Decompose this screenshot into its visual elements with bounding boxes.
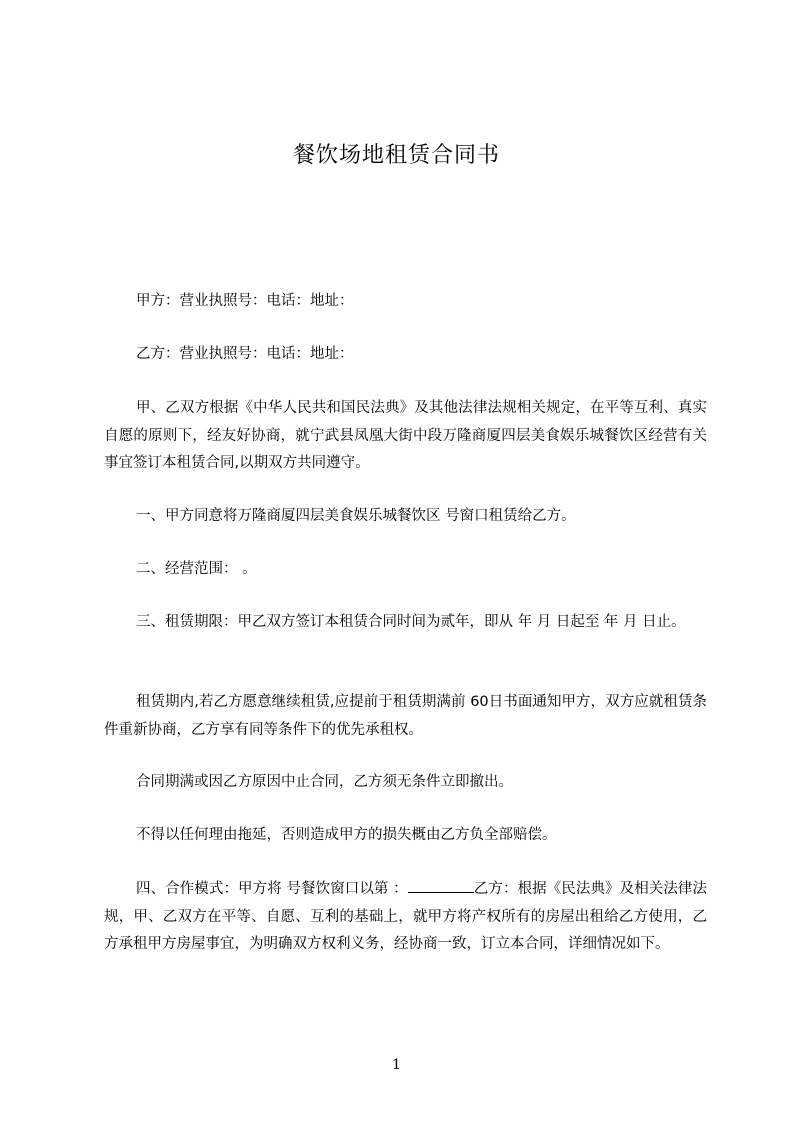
no-delay-paragraph: 不得以任何理由拖延，否则造成甲方的损失概由乙方负全部赔偿。 xyxy=(136,827,557,843)
party-a-line: 甲方：营业执照号：电话：地址： xyxy=(136,293,354,309)
party-b-line: 乙方：营业执照号：电话：地址： xyxy=(136,346,354,362)
clause-4-start-text: 四、合作模式：甲方将 号餐饮窗口以第 ： xyxy=(136,881,408,897)
termination-paragraph: 合同期满或因乙方原因中止合同，乙方须无条件立即撤出。 xyxy=(136,774,513,790)
preamble-paragraph: 甲、乙双方根据《中华人民共和国民法典》及其他法律法规相关规定，在平等互利、真实自愿的原则下，经友好协商，就宁武县凤凰大街中段万隆商厦四层美食娱乐城餐饮区经营有关事宜签订本租赁合同,以期双方共同遵守。 xyxy=(104,400,707,471)
page-number: 1 xyxy=(392,1057,401,1073)
clause-1-paragraph: 一、甲方同意将万隆商厦四层美食娱乐城餐饮区 号窗口租赁给乙方。 xyxy=(136,508,576,524)
clause-2-paragraph: 二、经营范围： 。 xyxy=(136,561,257,577)
clause-4-paragraph xyxy=(104,876,707,959)
renewal-paragraph: 租赁期内,若乙方愿意继续租赁,应提前于租赁期满前 60日书面通知甲方，双方应就租赁条件重新协商，乙方享有同等条件下的优先承租权。 xyxy=(104,694,707,738)
document-title: 餐饮场地租赁合同书 xyxy=(292,143,500,168)
clause-3-paragraph: 三、租赁期限：甲乙双方签订本租赁合同时间为贰年，即从 年 月 日起至 年 月 日止。 xyxy=(136,614,686,630)
clause-4-end-text: 乙方：根据《民法典》及相关法律法规，甲、乙双方在平等、自愿、互利的基础上，就甲方将产权所有的房屋出租给乙方使用，乙方承租甲方房屋事宜，为明确双方权利义务，经协商一致，订立本合同，详细情况如下。 xyxy=(104,881,708,952)
fill-in-blank-line xyxy=(408,876,474,893)
